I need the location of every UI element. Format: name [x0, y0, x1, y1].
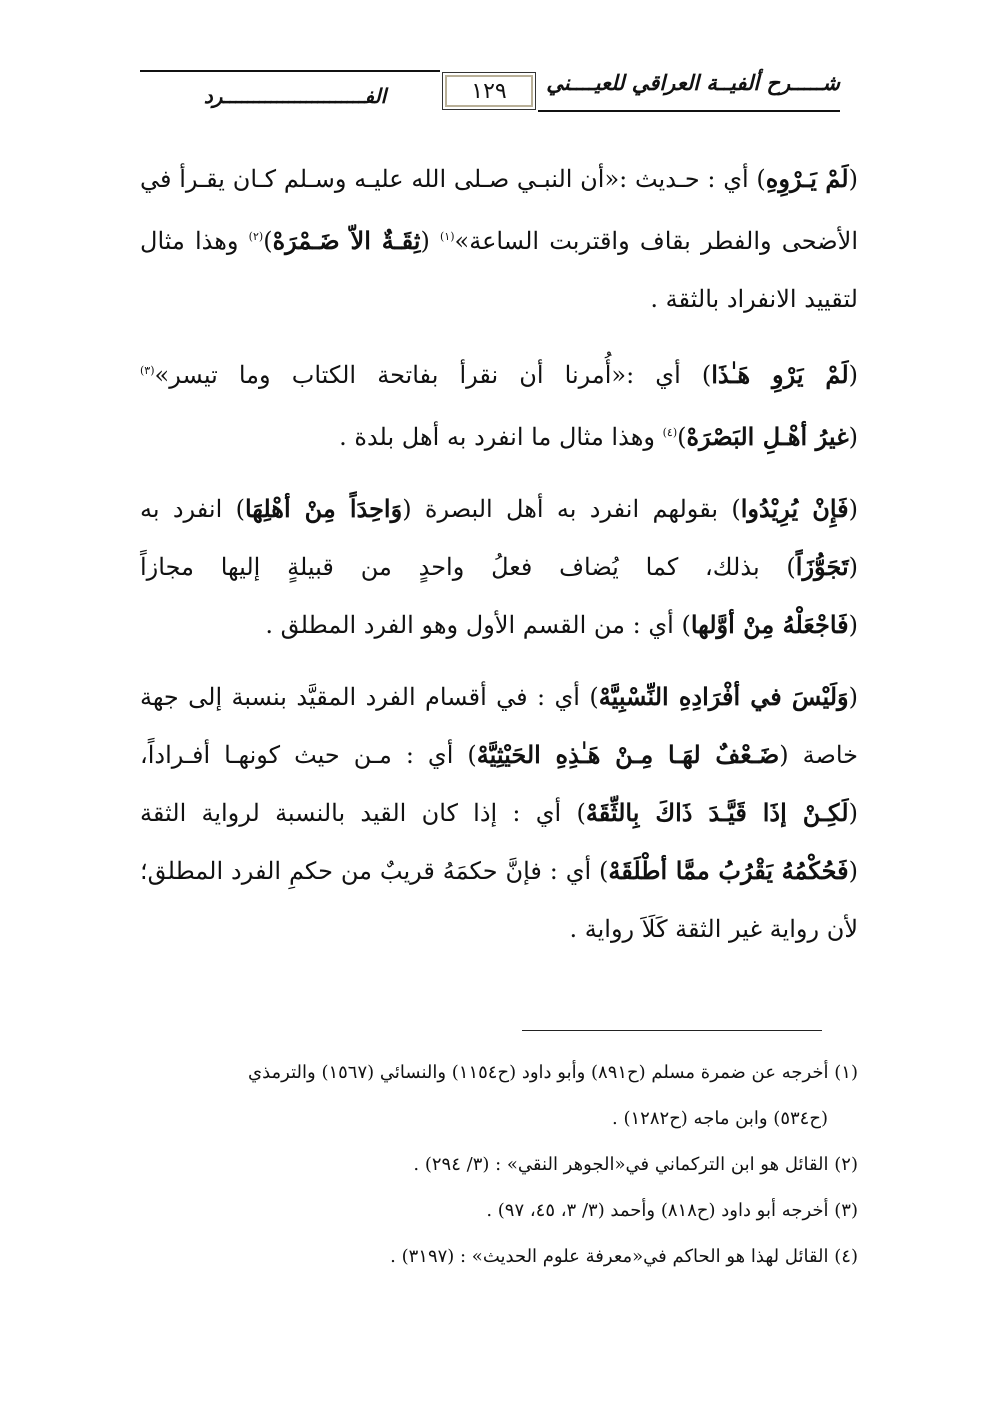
- commentary-text: أي : من القسم الأول وهو الفرد المطلق .: [265, 611, 674, 639]
- paragraph-3: (فَإِنْ يُرِيْدُوا) بقولهم انفرد به أهل البصرة (وَاحِدَاً مِنْ أهْلِهَا) انفرد به (تَجَوُّزَاً) بذلك، كما يُضاف فعلُ واحدٍ من قبيلةٍ إليها مجازاً (فَاجْعَلْهُ مِنْ أوَّلها) أي : من القسم الأول وهو الفرد المطلق .: [140, 494, 859, 639]
- commentary-text: أي : حـديث :«أن النبـي صـلى الله عليـه وسـلم كـان يقـرأ في الأضحى والفطر بقاف واقتربت الساعة»: [140, 165, 859, 255]
- verse-text: لَمْ يَرْوِ هَـٰذَا: [711, 360, 849, 389]
- footnote-item: (٢) القائل هو ابن التركماني في«الجوهر النقي» : (٣/ ٢٩٤) .: [413, 1154, 858, 1175]
- verse-text: فَاجْعَلْهُ مِنْ أوَّلها: [690, 610, 849, 639]
- footnote-ref[interactable]: (٤): [662, 426, 678, 439]
- verse-text: لَمْ يَـرْوِهِ: [765, 164, 849, 193]
- main-text: [140, 150, 858, 972]
- footnote-item-continuation: (ح٥٣٤) وابن ماجه (ح١٢٨٢) .: [612, 1108, 828, 1129]
- chapter-title: الفــــــــــــــــــــــــرد: [203, 84, 387, 108]
- verse-text: ضَـعْفٌ لهَـا مِـنْ هَـٰذِهِ الحَيْثِيَّهْ: [476, 740, 780, 769]
- header-rule-right: [538, 110, 840, 112]
- book-title: شـــــرح ألفيــة العراقي للعيــــني: [546, 70, 840, 95]
- verse-text: فَإِنْ يُرِيْدُوا: [740, 494, 849, 523]
- verse-text: وَلَيْسَ في أفْرَادِهِ النِّسْبِيَّهْ: [598, 682, 849, 711]
- page-header: [140, 58, 840, 118]
- commentary-text: أي : فإنَّ حكمَهُ قريبٌ من حكمِ الفرد المطلق؛ لأن رواية غير الثقة كَلَاَ رواية .: [140, 857, 858, 943]
- verse-text: غيرُ أهْـلِ البَصْرَهْ: [686, 422, 849, 451]
- footnotes: [140, 1050, 858, 1280]
- footnote-ref[interactable]: (١): [440, 230, 455, 243]
- verse-text: وَاحِدَاً مِنْ أهْلِهَا: [244, 494, 403, 523]
- footnote-item: (٣) أخرجه أبو داود (ح٨١٨) وأحمد (٣/ ٣، ٤٥، ٩٧) .: [486, 1200, 858, 1221]
- verse-text: فَحُكْمُهُ يَقْرُبُ ممَّا أطْلَقَهْ: [608, 856, 849, 885]
- commentary-text: بذلك، كما يُضاف فعلُ واحدٍ من قبيلةٍ إليها مجازاً: [140, 553, 760, 581]
- verse-text: لَكِـنْ إذَا قَيَّـدَ ذَاكَ بِالثِّقَهْ: [585, 798, 849, 827]
- commentary-text: أي : إذا كان القيد بالنسبة لرواية الثقة: [140, 799, 562, 827]
- footnote-separator: [522, 1030, 822, 1031]
- verse-text: تَجَوُّزَاً: [795, 552, 849, 581]
- commentary-text: وهذا مثال ما انفرد به أهل بلدة .: [339, 423, 655, 451]
- page-number: ١٢٩: [442, 72, 536, 110]
- paragraph-1: (لَمْ يَـرْوِهِ) أي : حـديث :«أن النبـي صـلى الله عليـه وسـلم كـان يقـرأ في الأضحى والفطر بقاف واقتربت الساعة»$^{(١)}$ (ثِقَـةٌ الاّ ضَـمْرَهْ)$^{(٢)}$ وهذا مثال لتقييد الانفراد بالثقة .: [140, 164, 859, 313]
- commentary-text: انفرد به: [140, 495, 223, 523]
- footnote-ref[interactable]: (٣): [140, 364, 155, 377]
- header-rule-left: [140, 70, 440, 72]
- footnote-item: (١) أخرجه عن ضمرة مسلم (ح٨٩١) وأبو داود (ح١١٥٤) والنسائي (١٥٦٧) والترمذي: [248, 1062, 858, 1083]
- commentary-text: وهذا مثال لتقييد الانفراد بالثقة .: [140, 227, 858, 313]
- commentary-text: أي : في أقسام الفرد المقيَّد بنسبة إلى جهة خاصة: [140, 683, 858, 769]
- commentary-text: أي :«أُمرنا أن نقرأ بفاتحة الكتاب وما تيسر»: [154, 361, 681, 389]
- footnote-ref[interactable]: (٢): [248, 230, 264, 243]
- commentary-text: أي : مـن حيث كونهـا أفـراداً،: [140, 741, 454, 769]
- paragraph-2: (لَمْ يَرْوِ هَـٰذَا) أي :«أُمرنا أن نقرأ بفاتحة الكتاب وما تيسر»$^{(٣)}$ (غيرُ أهْـلِ البَصْرَهْ)$^{(٤)}$ وهذا مثال ما انفرد به أهل بلدة .: [140, 360, 859, 451]
- paragraph-4: (وَلَيْسَ في أفْرَادِهِ النِّسْبِيَّهْ) أي : في أقسام الفرد المقيَّد بنسبة إلى جهة خاصة (ضَـعْفٌ لهَـا مِـنْ هَـٰذِهِ الحَيْثِيَّهْ) أي : مـن حيث كونهـا أفـراداً، (لَكِـنْ إذَا قَيَّـدَ ذَاكَ بِالثِّقَهْ) أي : إذا كان القيد بالنسبة لرواية الثقة (فَحُكْمُهُ يَقْرُبُ ممَّا أطْلَقَهْ) أي : فإنَّ حكمَهُ قريبٌ من حكمِ الفرد المطلق؛ لأن رواية غير الثقة كَلَاَ رواية .: [140, 682, 858, 943]
- commentary-text: بقولهم انفرد به أهل البصرة: [424, 495, 719, 523]
- footnote-item: (٤) القائل لهذا هو الحاكم في«معرفة علوم الحديث» : (٣١٩٧) .: [390, 1246, 858, 1267]
- verse-text: ثِقَـةٌ الاّ ضَـمْرَهْ: [272, 226, 421, 255]
